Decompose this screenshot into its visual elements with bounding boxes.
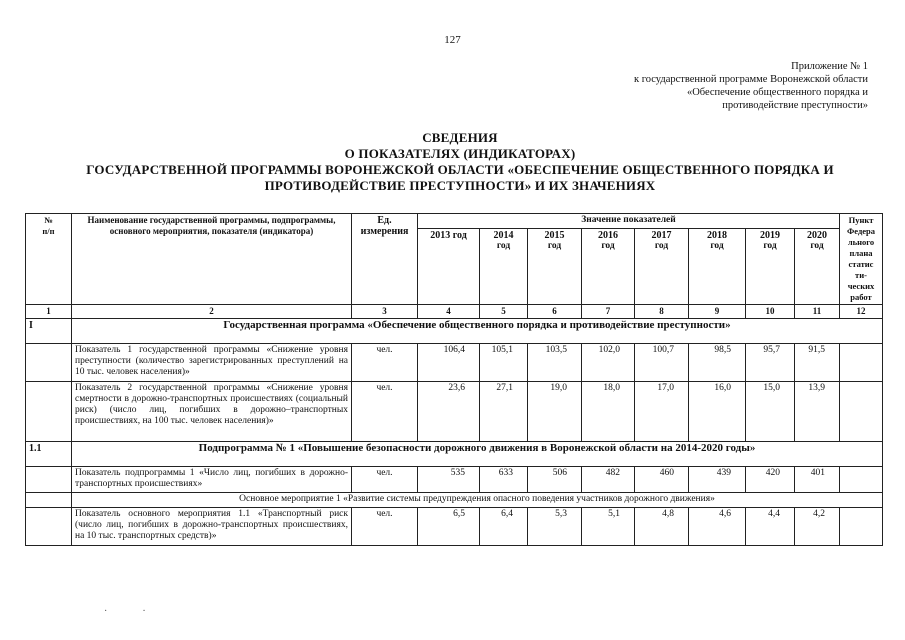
event-row: [26, 493, 883, 508]
indicator-value: 5,1: [582, 508, 635, 546]
indicator-value: 98,5: [689, 344, 746, 382]
header-punkt-line: ческих: [847, 281, 875, 291]
header-year-cell: [418, 229, 480, 305]
title-line: О ПОКАЗАТЕЛЯХ (ИНДИКАТОРАХ): [344, 146, 576, 161]
indicator-value: 95,7: [746, 344, 795, 382]
title-line: СВЕДЕНИЯ: [422, 130, 498, 145]
indicator-row: [26, 508, 883, 546]
year-suffix: год: [547, 241, 562, 252]
event-title: Основное мероприятие 1 «Развитие системы предупреждения опасного поведения участников дорожного движения»: [72, 493, 883, 508]
indicator-name: Показатель 2 государственной программы «Снижение уровня смертности в дорожно-транспортных происшествиях (социальный риск) (число лиц, погибших в дорожно–транспортных происшествиях, на 100 тыс. человек населения)»: [72, 382, 352, 442]
header-punkt-line: Федера: [846, 226, 875, 236]
indicator-value: 13,9: [795, 382, 840, 442]
title-line: ПРОТИВОДЕЙСТВИЕ ПРЕСТУПНОСТИ» И ИХ ЗНАЧЕНИЯХ: [264, 178, 656, 193]
indicator-punkt: [840, 344, 883, 382]
indicator-punkt: [840, 508, 883, 546]
indicator-value: 4,4: [746, 508, 795, 546]
indicator-value: 6,5: [418, 508, 480, 546]
column-number: 2: [72, 305, 352, 319]
indicator-value: 17,0: [635, 382, 689, 442]
indicator-number: [26, 382, 72, 442]
indicator-name: Показатель 1 государственной программы «Снижение уровня преступности (количество зарегистрированных преступлений на 10 тыс. человек населения)»: [72, 344, 352, 382]
year-suffix: год: [601, 241, 615, 252]
indicator-row: [26, 467, 883, 493]
section-title: Государственная программа «Обеспечение общественного порядка и противодействие преступности»: [72, 319, 883, 344]
indicator-unit: чел.: [352, 508, 418, 546]
year-suffix: год: [810, 241, 824, 252]
indicator-name: Показатель основного мероприятия 1.1 «Транспортный риск (число лиц, погибших в дорожно-транспортных происшествиях, на 10 тыс. транспортных средств)»: [72, 508, 352, 546]
year-label: 2018: [707, 230, 727, 242]
indicator-value: 23,6: [418, 382, 480, 442]
column-number: 12: [840, 305, 883, 319]
header-number-cell: [26, 214, 72, 305]
column-number: 9: [689, 305, 746, 319]
section-number: 1.1: [26, 442, 72, 467]
title-line: ГОСУДАРСТВЕННОЙ ПРОГРАММЫ ВОРОНЕЖСКОЙ ОБЛАСТИ «ОБЕСПЕЧЕНИЕ ОБЩЕСТВЕННОГО ПОРЯДКА И: [86, 162, 834, 177]
header-year-cell: [635, 229, 689, 305]
header-number-line: №: [44, 215, 53, 225]
year-label: 2016: [598, 230, 618, 242]
section-row-subprogram: [26, 442, 883, 467]
year-suffix: год: [763, 241, 777, 252]
header-unit-line: измерения: [360, 226, 409, 237]
indicator-value: 105,1: [480, 344, 528, 382]
indicator-value: 103,5: [528, 344, 582, 382]
page-number: 127: [444, 34, 461, 46]
indicator-number: [26, 344, 72, 382]
appendix-line: Приложение № 1: [791, 61, 868, 72]
indicator-value: 19,0: [528, 382, 582, 442]
appendix-line: «Обеспечение общественного порядка и: [686, 87, 868, 98]
section-number: I: [26, 319, 72, 344]
header-year-cell: [689, 229, 746, 305]
header-punkt-line: льного: [847, 237, 875, 247]
indicator-unit: чел.: [352, 344, 418, 382]
column-number: 11: [795, 305, 840, 319]
year-suffix: год: [496, 241, 511, 252]
column-numbers-row: [26, 305, 883, 319]
header-punkt-line: плана: [849, 248, 873, 258]
indicator-value: 15,0: [746, 382, 795, 442]
column-number: 10: [746, 305, 795, 319]
scan-artifact: · ·: [104, 606, 146, 617]
indicator-value: 506: [528, 467, 582, 493]
document-title: [60, 130, 860, 194]
indicator-unit: чел.: [352, 382, 418, 442]
column-number: 7: [582, 305, 635, 319]
header-year-cell: [528, 229, 582, 305]
indicator-value: 102,0: [582, 344, 635, 382]
event-number: [26, 493, 72, 508]
year-label: 2017: [651, 230, 672, 242]
header-punkt-line: статис: [848, 259, 874, 269]
indicator-value: 439: [689, 467, 746, 493]
header-year-cell: [480, 229, 528, 305]
column-number: 8: [635, 305, 689, 319]
appendix-block: [634, 60, 868, 112]
header-unit-line: Ед.: [377, 215, 392, 226]
header-year-cell: [795, 229, 840, 305]
column-number: 6: [528, 305, 582, 319]
header-unit-cell: [352, 214, 418, 305]
indicator-punkt: [840, 467, 883, 493]
indicator-value: 420: [746, 467, 795, 493]
indicator-row: [26, 344, 883, 382]
indicator-value: 401: [795, 467, 840, 493]
indicators-table: [25, 213, 883, 546]
column-number: 1: [26, 305, 72, 319]
header-punkt-line: ти-: [855, 270, 867, 280]
header-punkt-line: работ: [850, 292, 872, 302]
section-row-program: [26, 319, 883, 344]
column-number: 5: [480, 305, 528, 319]
column-number: 3: [352, 305, 418, 319]
year-label: 2015: [544, 230, 565, 242]
header-punkt-line: Пункт: [848, 215, 874, 225]
indicator-value: 633: [480, 467, 528, 493]
header-number-line: п/п: [42, 226, 55, 236]
indicator-number: [26, 467, 72, 493]
indicator-value: 16,0: [689, 382, 746, 442]
column-number: 4: [418, 305, 480, 319]
indicator-value: 6,4: [480, 508, 528, 546]
indicator-name: Показатель подпрограммы 1 «Число лиц, погибших в дорожно-транспортных происшествиях»: [72, 467, 352, 493]
header-year-cell: [746, 229, 795, 305]
indicator-value: 4,8: [635, 508, 689, 546]
header-punkt-cell: [840, 214, 883, 305]
section-title: Подпрограмма № 1 «Повышение безопасности дорожного движения в Воронежской области на 2014-2020 годы»: [72, 442, 883, 467]
appendix-line: противодействие преступности»: [722, 100, 868, 111]
indicator-value: 460: [635, 467, 689, 493]
indicator-value: 106,4: [418, 344, 480, 382]
appendix-line: к государственной программе Воронежской области: [633, 74, 868, 85]
indicator-value: 482: [582, 467, 635, 493]
indicator-punkt: [840, 382, 883, 442]
header-year-cell: [582, 229, 635, 305]
indicator-value: 91,5: [795, 344, 840, 382]
year-suffix: год: [654, 241, 669, 252]
header-row: [26, 214, 883, 229]
indicator-unit: чел.: [352, 467, 418, 493]
indicator-value: 4,6: [689, 508, 746, 546]
header-values-cell: Значение показателей: [418, 214, 840, 229]
year-label: 2019: [760, 230, 780, 242]
year-label: 2014: [493, 230, 514, 242]
indicator-value: 100,7: [635, 344, 689, 382]
year-label: 2013 год: [430, 230, 467, 242]
year-label: 2020: [807, 230, 827, 242]
header-name-cell: Наименование государственной программы, подпрограммы, основного мероприятия, показателя (индикатора): [72, 214, 352, 305]
indicator-value: 4,2: [795, 508, 840, 546]
indicator-number: [26, 508, 72, 546]
indicator-value: 27,1: [480, 382, 528, 442]
indicator-row: [26, 382, 883, 442]
indicator-value: 18,0: [582, 382, 635, 442]
year-suffix: год: [710, 241, 724, 252]
indicator-value: 5,3: [528, 508, 582, 546]
indicator-value: 535: [418, 467, 480, 493]
